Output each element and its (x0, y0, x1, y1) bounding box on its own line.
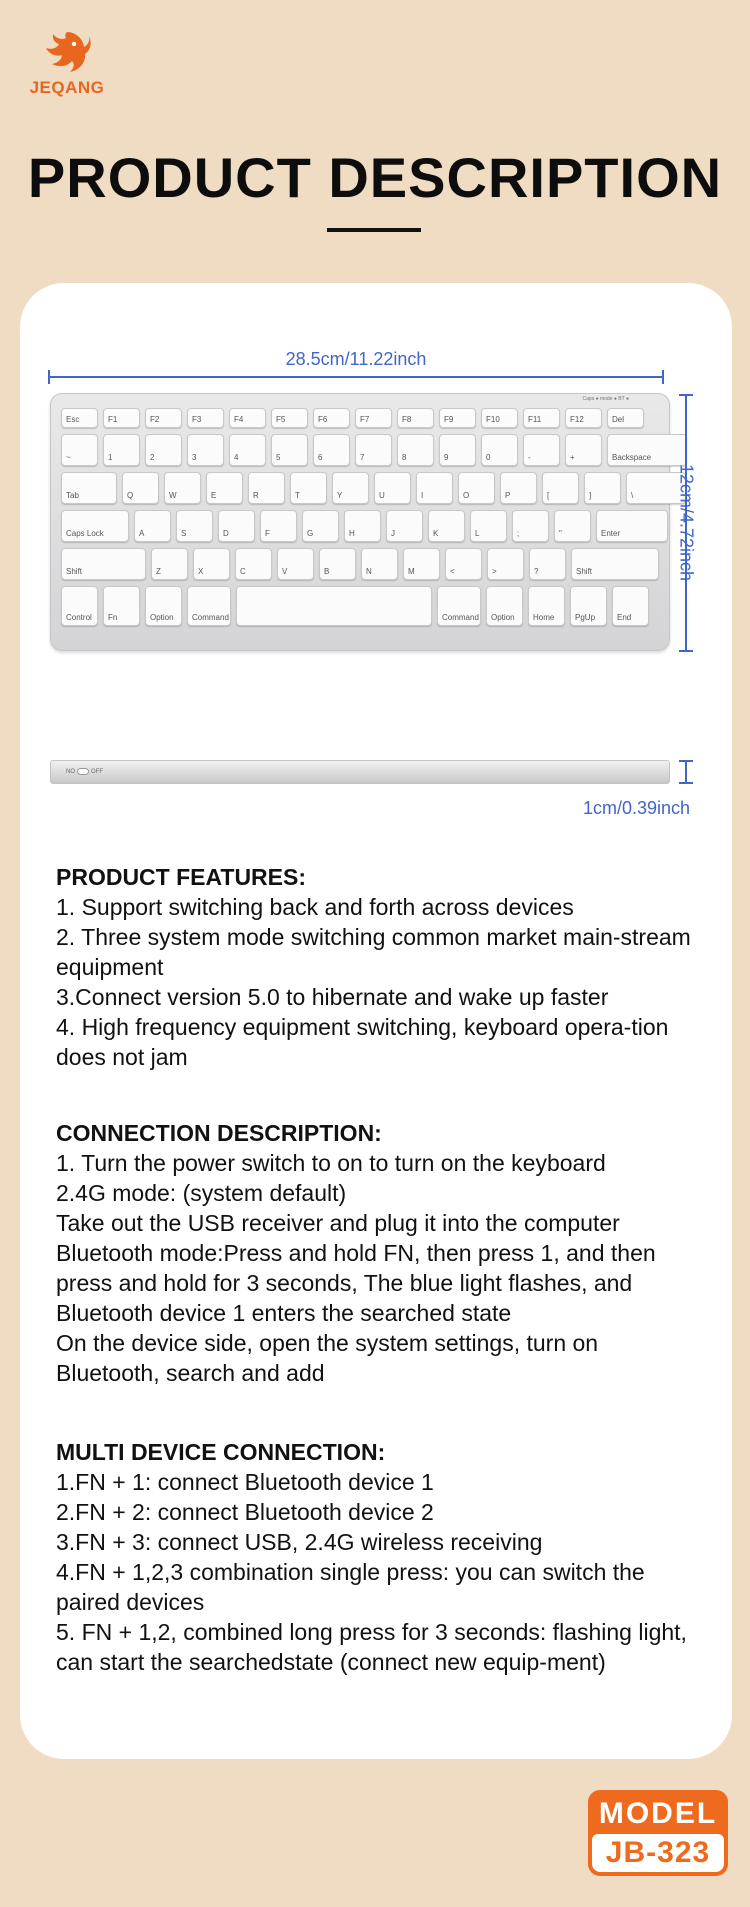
keyboard-key (481, 408, 518, 428)
key-label: D (223, 529, 229, 538)
keyboard-row (61, 548, 659, 580)
keyboard-row (61, 510, 668, 542)
key-label: Home (533, 613, 555, 622)
key-label: F10 (486, 415, 500, 424)
keyboard-row (61, 434, 687, 466)
key-label: W (169, 491, 177, 500)
keyboard-key (486, 586, 523, 626)
connection-line: 1. Turn the power switch to on to turn on the keyboard (56, 1150, 606, 1176)
key-label: Esc (66, 415, 80, 424)
keyboard-key (355, 408, 392, 428)
key-label: + (570, 453, 575, 462)
key-label: T (295, 491, 300, 500)
keyboard-key (61, 408, 98, 428)
key-label: ; (517, 529, 520, 538)
multi-device-section (56, 1437, 696, 1677)
height-dimension-label: 12cm/4.72inch (676, 463, 697, 582)
key-label: 8 (402, 453, 407, 462)
keyboard-key (512, 510, 549, 542)
keyboard-key (248, 472, 285, 504)
keyboard-key (529, 548, 566, 580)
key-label: - (528, 453, 531, 462)
key-label: Tab (66, 491, 79, 500)
features-heading: PRODUCT FEATURES: (56, 864, 307, 890)
keyboard-key (235, 548, 272, 580)
keyboard-key (103, 586, 140, 626)
keyboard-key (103, 434, 140, 466)
keyboard-row (61, 408, 644, 428)
key-label: E (211, 491, 217, 500)
key-label: Shift (576, 567, 593, 576)
keyboard-key (523, 434, 560, 466)
keyboard-key (386, 510, 423, 542)
key-label: B (324, 567, 330, 576)
keyboard-key (277, 548, 314, 580)
keyboard-key (176, 510, 213, 542)
keyboard-key (487, 548, 524, 580)
keyboard-key (403, 548, 440, 580)
keyboard-key (151, 548, 188, 580)
keyboard-key (607, 408, 644, 428)
keyboard-key (344, 510, 381, 542)
model-badge (588, 1790, 728, 1876)
keyboard-key (437, 586, 481, 626)
key-label: 4 (234, 453, 239, 462)
model-label: MODEL (598, 1797, 718, 1830)
keyboard-key (445, 548, 482, 580)
key-label: F3 (192, 415, 202, 424)
thickness-dimension-line (679, 760, 693, 784)
keyboard-key (571, 548, 659, 580)
key-label: 3 (192, 453, 197, 462)
multi-device-heading: MULTI DEVICE CONNECTION: (56, 1439, 386, 1465)
keyboard-key (458, 472, 495, 504)
connection-line: On the device side, open the system settings, turn on Bluetooth, search and add (56, 1330, 599, 1386)
keyboard-key (61, 472, 117, 504)
keyboard-key (612, 586, 649, 626)
keyboard-key (61, 548, 146, 580)
keyboard-key (61, 586, 98, 626)
keyboard-key (229, 434, 266, 466)
keyboard-row (61, 472, 686, 504)
key-label: Y (337, 491, 343, 500)
key-label: 0 (486, 453, 491, 462)
keyboard-key (374, 472, 411, 504)
key-label: Option (150, 613, 174, 622)
key-label: L (475, 529, 480, 538)
keyboard-key (542, 472, 579, 504)
feature-line: 2. Three system mode switching common market main-stream equipment (56, 924, 691, 980)
key-label: F6 (318, 415, 328, 424)
keyboard-key (187, 408, 224, 428)
multi-device-line: 2.FN + 2: connect Bluetooth device 2 (56, 1499, 434, 1525)
key-label: U (379, 491, 385, 500)
keyboard-key (361, 548, 398, 580)
keyboard-key (523, 408, 560, 428)
key-label: Fn (108, 613, 118, 622)
key-label: Q (127, 491, 134, 500)
key-label: Option (491, 613, 515, 622)
key-label: 2 (150, 453, 155, 462)
keyboard-key (236, 586, 432, 626)
key-label: F4 (234, 415, 244, 424)
key-label: PgUp (575, 613, 596, 622)
keyboard-side-view (50, 760, 670, 784)
key-label: F7 (360, 415, 370, 424)
keyboard-key (565, 408, 602, 428)
keyboard-key (397, 434, 434, 466)
keyboard-key (164, 472, 201, 504)
keyboard-key (145, 586, 182, 626)
key-label: < (450, 567, 455, 576)
key-label: G (307, 529, 314, 538)
thickness-dimension-label: 1cm/0.39inch (582, 798, 690, 818)
keyboard-key (565, 434, 602, 466)
key-label: ] (589, 491, 592, 500)
multi-device-line: 3.FN + 3: connect USB, 2.4G wireless receiving (56, 1529, 543, 1555)
key-label: M (408, 567, 415, 576)
key-label: K (433, 529, 439, 538)
keyboard-key (187, 434, 224, 466)
keyboard-key (122, 472, 159, 504)
key-label: Z (156, 567, 161, 576)
key-label: " (559, 529, 562, 538)
keyboard-key (271, 408, 308, 428)
key-label: F5 (276, 415, 286, 424)
keyboard-key (416, 472, 453, 504)
key-label: Backspace (612, 453, 652, 462)
keyboard-key (260, 510, 297, 542)
brand-logo (22, 30, 112, 100)
keyboard-key (206, 472, 243, 504)
keyboard-key (319, 548, 356, 580)
key-label: X (198, 567, 204, 576)
keyboard-key (481, 434, 518, 466)
connection-line: Take out the USB receiver and plug it into the computer (56, 1210, 620, 1236)
key-label: S (181, 529, 187, 538)
key-label: 5 (276, 453, 281, 462)
key-label: Command (442, 613, 479, 622)
key-label: Caps Lock (66, 529, 104, 538)
connection-line: Bluetooth mode:Press and hold FN, then press 1, and then press and hold for 3 seconds, The blue light flashes, and Bluetooth device 1 enters the searched state (56, 1240, 656, 1326)
keyboard-key (302, 510, 339, 542)
keyboard-key (439, 434, 476, 466)
key-label: I (421, 491, 424, 500)
keyboard-key (103, 408, 140, 428)
keyboard-key (229, 408, 266, 428)
keyboard-key (397, 408, 434, 428)
key-label: F8 (402, 415, 412, 424)
brand-name: JEQANG (29, 78, 105, 97)
multi-device-line: 1.FN + 1: connect Bluetooth device 1 (56, 1469, 434, 1495)
keyboard-key (134, 510, 171, 542)
key-label: Command (192, 613, 229, 622)
key-label: F9 (444, 415, 454, 424)
power-switch: NO OFF (66, 769, 103, 776)
connection-section (56, 1118, 696, 1388)
width-dimension-line (48, 370, 664, 384)
key-label: A (139, 529, 145, 538)
key-label: > (492, 567, 497, 576)
key-label: N (366, 567, 372, 576)
key-label: J (391, 529, 395, 538)
keyboard-key (554, 510, 591, 542)
key-label: P (505, 491, 511, 500)
keyboard-key (218, 510, 255, 542)
keyboard-key (313, 434, 350, 466)
key-label: ? (534, 567, 539, 576)
multi-device-line: 5. FN + 1,2, combined long press for 3 seconds: flashing light, can start the searchedstate (connect new equip-ment) (56, 1619, 687, 1675)
key-label: 1 (108, 453, 113, 462)
keyboard-top-view (50, 393, 670, 651)
keyboard-key (193, 548, 230, 580)
keyboard-key (187, 586, 231, 626)
key-label: \ (631, 491, 634, 500)
keyboard-key (61, 434, 98, 466)
keyboard-key (145, 408, 182, 428)
keyboard-row (61, 586, 649, 626)
key-label: F (265, 529, 270, 538)
key-label: V (282, 567, 288, 576)
key-label: H (349, 529, 355, 538)
title-underline (327, 228, 421, 232)
key-label: 7 (360, 453, 365, 462)
key-label: O (463, 491, 470, 500)
indicator-leds: Caps ● mode ● BT ● (582, 396, 629, 402)
key-label: F11 (528, 415, 542, 424)
width-dimension-label: 28.5cm/11.22inch (285, 349, 427, 369)
key-label: F1 (108, 415, 118, 424)
model-number: JB-323 (592, 1834, 724, 1872)
features-section (56, 862, 696, 1072)
keyboard-key (290, 472, 327, 504)
keyboard-key (428, 510, 465, 542)
keyboard-key (145, 434, 182, 466)
key-label: 6 (318, 453, 323, 462)
key-label: 9 (444, 453, 449, 462)
connection-heading: CONNECTION DESCRIPTION: (56, 1120, 382, 1146)
multi-device-line: 4.FN + 1,2,3 combination single press: you can switch the paired devices (56, 1559, 645, 1615)
keyboard-key (439, 408, 476, 428)
key-label: Enter (601, 529, 621, 538)
keyboard-key (528, 586, 565, 626)
feature-line: 3.Connect version 5.0 to hibernate and wake up faster (56, 984, 609, 1010)
keyboard-key (584, 472, 621, 504)
key-label: Shift (66, 567, 83, 576)
feature-line: 1. Support switching back and forth across devices (56, 894, 574, 920)
key-label: ~ (66, 453, 71, 462)
key-label: End (617, 613, 632, 622)
key-label: [ (547, 491, 550, 500)
keyboard-key (500, 472, 537, 504)
key-label: F12 (570, 415, 584, 424)
keyboard-key (332, 472, 369, 504)
key-label: R (253, 491, 259, 500)
keyboard-key (355, 434, 392, 466)
key-label: F2 (150, 415, 160, 424)
keyboard-key (313, 408, 350, 428)
connection-line: 2.4G mode: (system default) (56, 1180, 347, 1206)
key-label: Del (612, 415, 625, 424)
keyboard-key (61, 510, 129, 542)
feature-line: 4. High frequency equipment switching, keyboard opera-tion does not jam (56, 1014, 669, 1070)
page-title: PRODUCT DESCRIPTION (27, 146, 723, 209)
key-label: Control (66, 613, 92, 622)
keyboard-key (271, 434, 308, 466)
key-label: C (240, 567, 246, 576)
dragon-icon (42, 30, 92, 78)
keyboard-key (470, 510, 507, 542)
keyboard-key (570, 586, 607, 626)
keyboard-key (596, 510, 668, 542)
